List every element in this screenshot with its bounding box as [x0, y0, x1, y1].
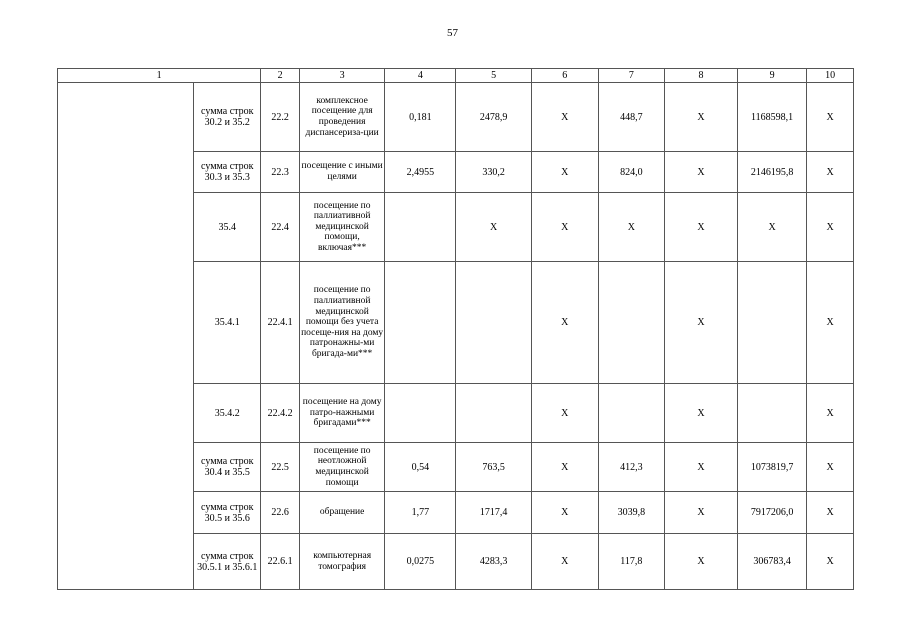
header-cell: 8	[664, 69, 737, 83]
value-cell	[598, 384, 664, 443]
name-cell: посещение на дому патро-нажными бригадами***	[299, 384, 384, 443]
value-cell: Х	[807, 534, 854, 590]
row-label-cell: сумма строк 30.3 и 35.3	[194, 152, 261, 193]
header-cell: 9	[738, 69, 807, 83]
value-cell: 306783,4	[738, 534, 807, 590]
value-cell: 3039,8	[598, 492, 664, 534]
value-cell: 4283,3	[456, 534, 531, 590]
value-cell: Х	[664, 443, 737, 492]
row-label-cell: сумма строк 30.5.1 и 35.6.1	[194, 534, 261, 590]
header-cell: 10	[807, 69, 854, 83]
value-cell: Х	[664, 492, 737, 534]
code-cell: 22.4.2	[261, 384, 300, 443]
name-cell: обращение	[299, 492, 384, 534]
header-cell: 3	[299, 69, 384, 83]
value-cell: Х	[598, 193, 664, 262]
code-cell: 22.4.1	[261, 262, 300, 384]
row-label-cell: 35.4.2	[194, 384, 261, 443]
code-cell: 22.5	[261, 443, 300, 492]
value-cell: 2146195,8	[738, 152, 807, 193]
value-cell: Х	[531, 262, 598, 384]
value-cell: Х	[456, 193, 531, 262]
value-cell: Х	[807, 262, 854, 384]
header-cell: 4	[385, 69, 456, 83]
row-label-cell: сумма строк 30.4 и 35.5	[194, 443, 261, 492]
value-cell	[385, 384, 456, 443]
value-cell: 763,5	[456, 443, 531, 492]
value-cell: 0,181	[385, 83, 456, 152]
value-cell: Х	[738, 193, 807, 262]
header-cell: 2	[261, 69, 300, 83]
row-label-cell: 35.4.1	[194, 262, 261, 384]
name-cell: посещение по паллиативной медицинской помощи, включая***	[299, 193, 384, 262]
name-cell: посещение по паллиативной медицинской помощи без учета посеще-ния на дому патронажны-ми бригада-ми***	[299, 262, 384, 384]
value-cell	[738, 384, 807, 443]
code-cell: 22.6.1	[261, 534, 300, 590]
merged-blank-cell	[58, 83, 194, 590]
value-cell: 824,0	[598, 152, 664, 193]
name-cell: посещение по неотложной медицинской помощи	[299, 443, 384, 492]
value-cell: Х	[807, 492, 854, 534]
value-cell	[456, 262, 531, 384]
value-cell: Х	[531, 534, 598, 590]
value-cell: 7917206,0	[738, 492, 807, 534]
value-cell: 448,7	[598, 83, 664, 152]
value-cell: Х	[807, 193, 854, 262]
name-cell: комплексное посещение для проведения диспансериза-ции	[299, 83, 384, 152]
value-cell: Х	[807, 443, 854, 492]
value-cell	[456, 384, 531, 443]
header-cell: 6	[531, 69, 598, 83]
value-cell: 1,77	[385, 492, 456, 534]
value-cell: 2,4955	[385, 152, 456, 193]
value-cell: 1168598,1	[738, 83, 807, 152]
value-cell	[385, 193, 456, 262]
row-label-cell: сумма строк 30.5 и 35.6	[194, 492, 261, 534]
value-cell: Х	[807, 83, 854, 152]
value-cell: Х	[664, 384, 737, 443]
value-cell: 0,0275	[385, 534, 456, 590]
code-cell: 22.6	[261, 492, 300, 534]
value-cell: Х	[664, 534, 737, 590]
value-cell: 117,8	[598, 534, 664, 590]
value-cell: Х	[531, 443, 598, 492]
value-cell: Х	[664, 262, 737, 384]
value-cell: 412,3	[598, 443, 664, 492]
code-cell: 22.3	[261, 152, 300, 193]
value-cell: 2478,9	[456, 83, 531, 152]
code-cell: 22.4	[261, 193, 300, 262]
value-cell: Х	[531, 193, 598, 262]
value-cell: Х	[531, 152, 598, 193]
value-cell: Х	[664, 152, 737, 193]
page-number: 57	[447, 27, 458, 39]
header-cell: 1	[58, 69, 261, 83]
name-cell: компьютерная томография	[299, 534, 384, 590]
value-cell: Х	[664, 83, 737, 152]
row-label-cell: сумма строк 30.2 и 35.2	[194, 83, 261, 152]
table-header-row	[58, 69, 854, 83]
value-cell	[738, 262, 807, 384]
value-cell: 330,2	[456, 152, 531, 193]
row-label-cell: 35.4	[194, 193, 261, 262]
table-row	[58, 83, 854, 152]
value-cell: Х	[807, 384, 854, 443]
value-cell: 0,54	[385, 443, 456, 492]
header-cell: 5	[456, 69, 531, 83]
value-cell: 1073819,7	[738, 443, 807, 492]
data-table	[57, 68, 854, 590]
header-cell: 7	[598, 69, 664, 83]
value-cell	[598, 262, 664, 384]
name-cell: посещение с иными целями	[299, 152, 384, 193]
value-cell: Х	[531, 384, 598, 443]
value-cell: 1717,4	[456, 492, 531, 534]
value-cell: Х	[664, 193, 737, 262]
value-cell: Х	[807, 152, 854, 193]
code-cell: 22.2	[261, 83, 300, 152]
value-cell: Х	[531, 492, 598, 534]
value-cell	[385, 262, 456, 384]
value-cell: Х	[531, 83, 598, 152]
